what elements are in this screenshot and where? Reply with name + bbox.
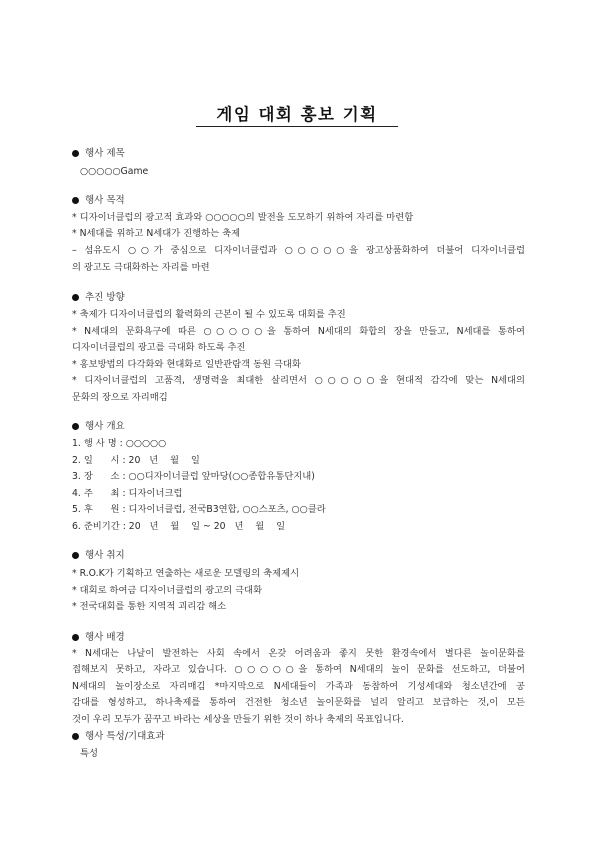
section-line: * 축제가 디자이너클럽의 활력화의 근본이 될 수 있도록 대회를 추진 <box>72 309 346 320</box>
overview-item: 1. 행 사 명 : ○○○○○ <box>72 438 167 449</box>
section-line: * N세대를 위하고 N세대가 진행하는 축제 <box>72 228 241 239</box>
section-line: 문화의 장으로 자리매김 <box>72 392 168 403</box>
section-line: * N세대는 나날이 발전하는 사회 속에서 온갖 어려움과 좋지 못한 환경속에서 별다른 놀이문화를 <box>72 648 525 659</box>
title-underline <box>196 126 398 127</box>
overview-item: 3. 장 소 : ○○디자이너클럽 앞마당(○○종합유통단지내) <box>72 471 315 482</box>
section-line: 특성 <box>80 748 98 759</box>
bullet-icon <box>72 423 79 430</box>
section-line: 감대를 형성하고, 하나축제를 통하여 건전한 청소년 놀이문화를 널리 알리고 보급하는 것,이 모든 <box>72 697 525 708</box>
bullet-icon <box>72 733 79 740</box>
section-heading-name: 행사 제목 <box>72 148 125 160</box>
document-title: 게임 대회 홍보 기획 <box>216 105 378 124</box>
section-line: – 섬유도시 ○○가 중심으로 디자이너클럽과 ○○○○○을 광고상품화하여 더불어 디자이너클럽 <box>72 245 525 256</box>
overview-item: 2. 일 시 : 20 년 월 일 <box>72 455 200 466</box>
section-line: * 대회로 하여금 디자이너클럽의 광고의 극대화 <box>72 585 263 596</box>
bullet-icon <box>72 150 79 157</box>
section-line: * N세대의 문화욕구에 따른 ○○○○○을 통하여 N세대의 화합의 장을 만들고, N세대를 통하여 <box>72 326 525 337</box>
section-line: 접해보지 못하고, 자라고 있습니다. ○○○○○을 통하여 N세대의 놀이 문화를 선도하고, 더불어 <box>72 664 525 675</box>
section-line: * 전국대회를 통한 지역적 괴리감 해소 <box>72 601 227 612</box>
overview-item: 4. 주 최 : 디자이너크럽 <box>72 488 183 499</box>
bullet-icon <box>72 552 79 559</box>
section-heading-intent: 행사 취지 <box>72 550 125 562</box>
overview-item: 5. 후 원 : 디자이너클럽, 전국B3연합, ○○스포츠, ○○클라 <box>72 504 326 515</box>
bullet-icon <box>72 294 79 301</box>
section-line: N세대의 놀이장소로 자리매김 *마지막으로 N세대들이 가족과 동참하여 기성세대와 청소년간에 공 <box>72 681 525 692</box>
section-line: 디자이너클럽의 광고를 극대화 하도록 추진 <box>72 342 246 353</box>
bullet-icon <box>72 634 79 641</box>
bullet-icon <box>72 197 79 204</box>
section-heading-direction: 추진 방향 <box>72 292 125 304</box>
section-heading-purpose: 행사 목적 <box>72 195 125 207</box>
section-line: 것이 우리 모두가 꿈꾸고 바라는 세상을 만들기 위한 것이 하나 축제의 목표입니다. <box>72 714 404 725</box>
section-heading-overview: 행사 개요 <box>72 421 125 433</box>
section-line: ○○○○○Game <box>80 166 149 177</box>
section-line: * 홍보방법의 다각화와 현대화로 일반관람객 동원 극대화 <box>72 359 301 370</box>
section-heading-background: 행사 배경 <box>72 632 125 644</box>
overview-item: 6. 준비기간 : 20 년 월 일 ~ 20 년 월 일 <box>72 521 286 532</box>
section-line: 의 광고도 극대화하는 자리를 마련 <box>72 262 210 273</box>
section-line: * R.O.K가 기획하고 연출하는 새로운 모델링의 축제제시 <box>72 568 300 579</box>
section-line: * 디자이너클럽의 고품격, 생명력을 최대한 살리면서 ○○○○○을 현대적 감각에 맞는 N세대의 <box>72 375 525 386</box>
section-heading-features: 행사 특성/기대효과 <box>72 731 165 743</box>
section-line: * 디자이너클럽의 광고적 효과와 ○○○○○의 발전을 도모하기 위하여 자리를 마련함 <box>72 212 414 223</box>
